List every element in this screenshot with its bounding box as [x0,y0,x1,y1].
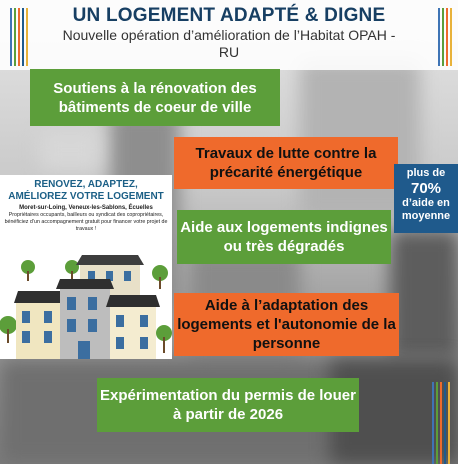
stat-prefix: plus de [406,167,446,179]
page-title: UN LOGEMENT ADAPTÉ & DIGNE [72,5,386,26]
feature-box-permis-louer: Expérimentation du permis de louer à partir de 2026 [97,378,359,432]
feature-box-renovation: Soutiens à la rénovation des bâtiments de coeur de ville [30,69,280,126]
stat-suffix: d’aide en moyenne [401,197,451,222]
feature-box-adaptation: Aide à l’adaptation des logements et l'autonomie de la personne [174,293,399,356]
houses-illustration [0,233,172,359]
poster-headline: RENOVEZ, ADAPTEZ, AMÉLIOREZ VOTRE LOGEMENT [8,179,164,202]
stripes-decoration-bottom-right [432,382,450,464]
stripes-decoration-top-right [438,8,452,66]
stripes-decoration-top-left [10,8,28,66]
poster-places: Moret-sur-Loing, Veneux-les-Sablons, Écuelles [19,205,153,211]
feature-box-indignes: Aide aux logements indignes ou très dégradés [177,210,391,264]
stat-badge [394,164,458,233]
feature-box-precarite: Travaux de lutte contre la précarité énergétique [174,137,398,189]
campaign-poster [0,175,172,359]
stat-value: 70% [410,180,442,197]
page-subtitle: Nouvelle opération d’amélioration de l’Habitat OPAH - RU [62,27,396,60]
poster-body: Propriétaires occupants, bailleurs ou syndicat des copropriétaires, bénéficiez d’un accompagnement gratuit pour financer votre projet de travaux ! [4,212,168,232]
header-band [0,0,458,70]
